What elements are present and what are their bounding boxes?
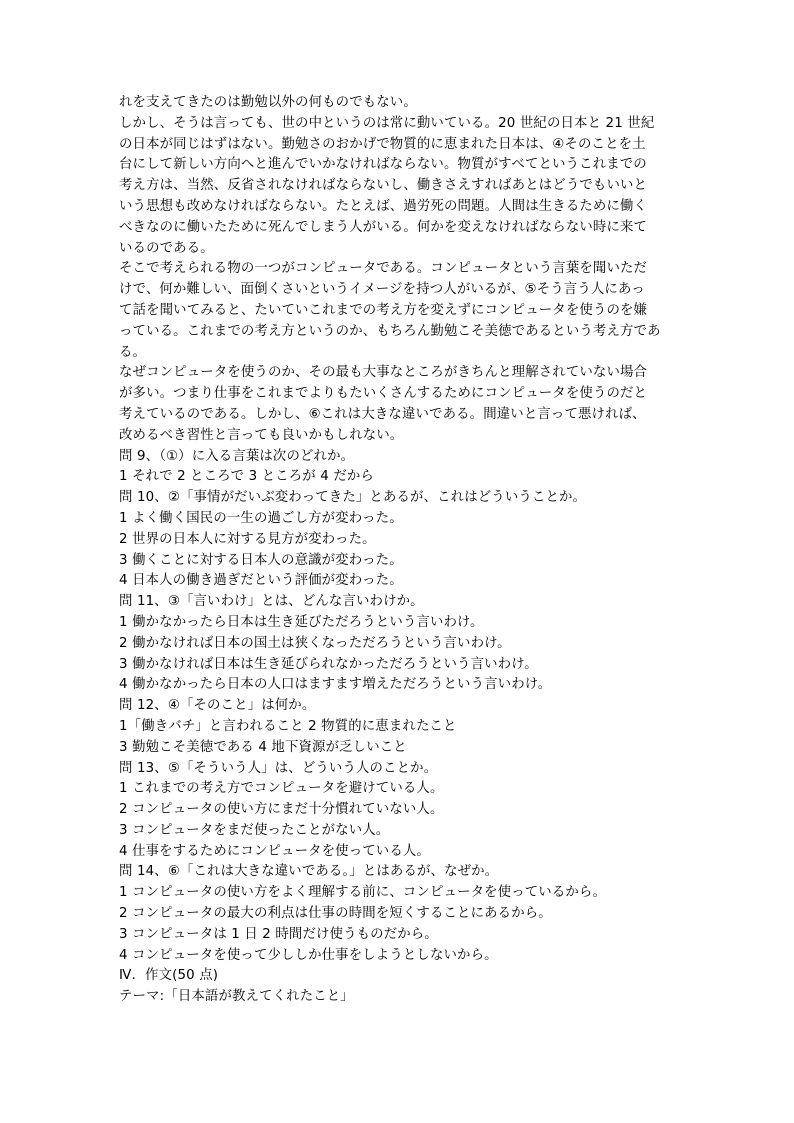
text-line: 問 13、⑤「そういう人」は、どういう人のことか。 <box>119 760 438 776</box>
text-line: 考え方は、当然、反省されなければならないし、働きさえすればあとはどうでもいいと <box>119 178 648 194</box>
text-line: しかし、そうは言っても、世の中というのは常に動いている。20 世紀の日本と 21 世紀 <box>119 115 655 131</box>
text-line: 1 それで 2 ところで 3 ところが 4 だから <box>119 469 374 485</box>
text-line: 問 11、③「言いわけ」とは、どんな言いわけか。 <box>119 594 424 610</box>
text-line: て話を聞いてみると、たいていこれまでの考え方を変えずにコンピュータを使うのを嫌 <box>119 302 648 318</box>
text-line: 4 仕事をするためにコンピュータを使っている人。 <box>119 843 430 859</box>
text-line: 2 世界の日本人に対する見方が変わった。 <box>119 531 376 547</box>
text-line: 3 働かなければ日本は生き延びられなかっただろうという言いわけ。 <box>119 656 538 672</box>
text-line: 問 9、（①）に入る言葉は次のどれか。 <box>119 448 355 464</box>
text-line: そこで考えられる物の一つがコンピュータである。コンピュータという言葉を聞いただ <box>119 261 648 277</box>
text-line: 1 働かなかったら日本は生き延びただろうという言いわけ。 <box>119 614 484 630</box>
text-line: 改めるべき習性と言っても良いかもしれない。 <box>119 427 404 443</box>
text-line: いう思想も改めなければならない。たとえば、過労死の問題。人間は生きるために働く <box>119 198 648 214</box>
text-line: Ⅳ．作文(50 点) <box>119 968 219 984</box>
text-line: べきなのに働いたために死んでしまう人がいる。何かを変えなければならない時に来て <box>119 219 648 235</box>
text-line: 3 コンピュータをまだ使ったことがない人。 <box>119 822 390 838</box>
text-line: 問 14、⑥「これは大きな違いである。」とはあるが、なぜか。 <box>119 864 499 880</box>
text-line: っている。これまでの考え方というのか、もちろん勤勉こそ美徳であるという考え方であ <box>119 323 661 339</box>
text-line: 台にして新しい方向へと進んでいかなければならない。物質がすべてというこれまでの <box>119 157 647 173</box>
text-line: 4 コンピュータを使って少ししか仕事をしようとしないから。 <box>119 947 498 963</box>
text-line: れを支えてきたのは勤勉以外の何ものでもない。 <box>119 95 417 110</box>
text-line: 3 勤勉こそ美徳である 4 地下資源が乏しいこと <box>119 739 407 755</box>
document-body <box>119 93 679 1008</box>
text-line: 1 よく働く国民の一生の過ごし方が変わった。 <box>119 510 403 526</box>
text-line: 問 10、②「事情がだいぶ変わってきた」とあるが、これはどういうことか。 <box>119 490 587 506</box>
text-line: 問 12、④「そのこと」は何か。 <box>119 698 316 714</box>
text-line: なぜコンピュータを使うのか、その最も大事なところがきちんと理解されていない場合 <box>119 365 648 381</box>
text-line: る。 <box>119 344 147 360</box>
text-line: 4 日本人の働き過ぎだという評価が変わった。 <box>119 573 403 589</box>
text-line: 1 コンピュータの使い方をよく理解する前に、コンピュータを使っているから。 <box>119 885 606 901</box>
text-line: 考えているのである。しかし、⑥これは大きな違いである。間違いと言って悪ければ、 <box>119 406 646 422</box>
text-line: が多い。つまり仕事をこれまでよりもたいくさんするためにコンピュータを使うのだと <box>119 386 648 402</box>
text-line: 4 働かなかったら日本の人口はますます増えただろうという言いわけ。 <box>119 677 552 693</box>
text-line: テーマ:「日本語が教えてくれたこと」 <box>119 989 354 1005</box>
text-line: 2 働かなければ日本の国土は狭くなっただろうという言いわけ。 <box>119 635 511 651</box>
text-line: 1「働きバチ」と言われること 2 物質的に恵まれたこと <box>119 718 457 734</box>
text-line: 3 コンピュータは 1 日 2 時間だけ使うものだから。 <box>119 926 438 942</box>
text-line: 3 働くことに対する日本人の意識が変わった。 <box>119 552 403 568</box>
text-line: 2 コンピュータの使い方にまだ十分慣れていない人。 <box>119 802 444 818</box>
text-line: けで、何か難しい、面倒くさいというイメージを持つ人がいるが、⑤そう言う人にあっ <box>119 282 645 298</box>
text-line: の日本が同じはずはない。勤勉さのおかげで物質的に恵まれた日本は、④そのことを土 <box>119 136 646 152</box>
text-line: いるのである。 <box>119 240 214 256</box>
text-line: 1 これまでの考え方でコンピュータを避けている人。 <box>119 781 444 797</box>
text-line: 2 コンピュータの最大の利点は仕事の時間を短くすることにあるから。 <box>119 906 552 922</box>
